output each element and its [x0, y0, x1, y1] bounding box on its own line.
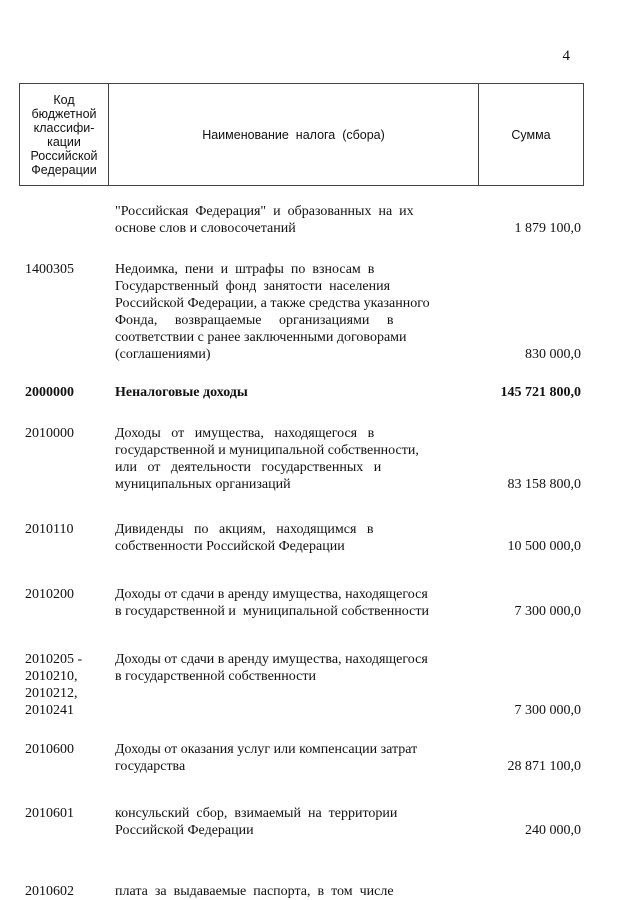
table-row	[25, 384, 585, 401]
amount: 83 158 800,0	[507, 477, 581, 492]
table-row	[25, 261, 585, 363]
tax-name	[115, 203, 457, 237]
tax-name-line: в государственной и муниципальной собственности	[115, 604, 429, 619]
tax-name-line: Фонда, возвращаемые организациями в	[115, 313, 394, 328]
tax-name-line: или от деятельности государственных и	[115, 460, 382, 475]
budget-code: 2010601	[25, 806, 74, 821]
table-row	[25, 586, 585, 620]
amount: 1 879 100,0	[514, 221, 581, 236]
tax-name	[115, 883, 457, 900]
tax-name	[115, 651, 457, 719]
amount: 7 300 000,0	[514, 604, 581, 619]
amount: 10 500 000,0	[507, 539, 581, 554]
header-code-line: бюджетной	[31, 106, 97, 121]
budget-code: 1400305	[25, 262, 74, 277]
tax-name-line: Недоимка, пени и штрафы по взносам в	[115, 262, 375, 277]
tax-name-line: Дивиденды по акциям, находящимся в	[115, 522, 374, 537]
header-code-line: Код	[53, 92, 75, 107]
tax-name-line: Доходы от оказания услуг или компенсации затрат	[115, 742, 418, 757]
table-row	[25, 741, 585, 775]
table-row	[25, 521, 585, 555]
tax-name	[115, 261, 457, 363]
amount: 240 000,0	[525, 823, 581, 838]
tax-name-line: муниципальных организаций	[115, 477, 291, 492]
amount: 830 000,0	[525, 347, 581, 362]
tax-name-line: основе слов и словосочетаний	[115, 221, 296, 236]
page-number: 4	[562, 48, 570, 64]
header-code-line: кации	[47, 134, 81, 149]
budget-code: 2010110	[25, 522, 74, 537]
header-code-line: Федерации	[31, 162, 97, 177]
tax-name-line: государственной и муниципальной собственности,	[115, 443, 419, 458]
header-code-line: классифи-	[33, 120, 95, 135]
table-body	[25, 203, 585, 900]
tax-name	[115, 384, 457, 401]
tax-name-line: в государственной собственности	[115, 669, 316, 684]
tax-name-line: собственности Российской Федерации	[115, 539, 345, 554]
amount: 7 300 000,0	[514, 703, 581, 718]
tax-name	[115, 741, 457, 775]
header-code-column	[20, 84, 109, 186]
table-row	[25, 651, 585, 719]
table-row	[25, 805, 585, 839]
tax-name-line: Доходы от имущества, находящегося в	[115, 426, 375, 441]
tax-name-line: Российской Федерации, а также средства указанного	[115, 296, 430, 311]
amount: 28 871 100,0	[507, 759, 581, 774]
table-row	[25, 883, 585, 900]
tax-name	[115, 586, 457, 620]
tax-name	[115, 425, 457, 493]
tax-name-line: консульский сбор, взимаемый на территории	[115, 806, 398, 821]
budget-code: 2010000	[25, 426, 74, 441]
amount: 145 721 800,0	[500, 385, 581, 400]
tax-name-line: "Российская Федерация" и образованных на их	[115, 204, 414, 219]
tax-name-line: Российской Федерации	[115, 823, 254, 838]
tax-name-line: Государственный фонд занятости населения	[115, 279, 391, 294]
table-row	[25, 425, 585, 493]
budget-code: 2000000	[25, 385, 74, 400]
tax-name-line: государства	[115, 759, 186, 774]
tax-name	[115, 805, 457, 839]
budget-code: 2010200	[25, 587, 74, 602]
tax-name-line: Доходы от сдачи в аренду имущества, находящегося	[115, 652, 428, 667]
tax-name-line: Доходы от сдачи в аренду имущества, находящегося	[115, 587, 428, 602]
tax-name	[115, 521, 457, 555]
tax-name-line: Неналоговые доходы	[115, 385, 248, 400]
header-code-line: Российской	[30, 148, 98, 163]
table-row	[25, 203, 585, 237]
budget-code	[25, 203, 115, 237]
tax-name-line: плата за выдаваемые паспорта, в том числе	[115, 884, 394, 899]
header-name-column: Наименование налога (сбора)	[109, 84, 479, 186]
budget-code: 2010600	[25, 742, 74, 757]
tax-name-line: соответствии с ранее заключенными договорами	[115, 330, 407, 345]
budget-code: 2010205 - 2010210, 2010212, 2010241	[25, 652, 83, 718]
budget-code: 2010602	[25, 884, 74, 899]
header-sum-column: Сумма	[479, 84, 584, 186]
table-header	[19, 83, 584, 186]
tax-name-line: (соглашениями)	[115, 347, 211, 362]
